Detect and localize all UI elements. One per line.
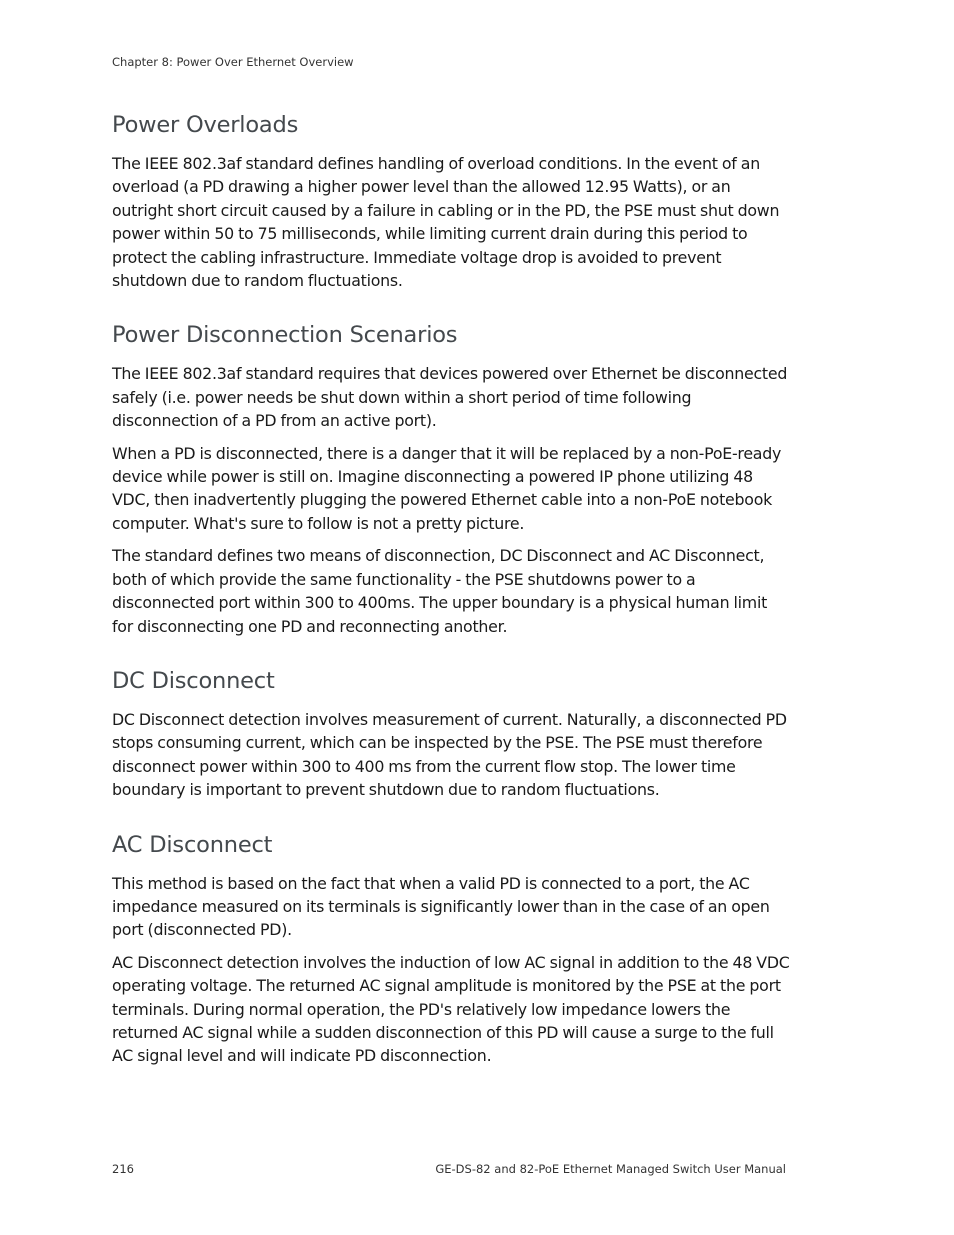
body-paragraph: The standard defines two means of disconnection, DC Disconnect and AC Disconnect, both of which provide the same functionality - the PSE shutdowns power to a disconnected port within 300 to 400ms. The upper boundary is a physical human limit for disconnecting one PD and reconnecting another. bbox=[112, 546, 768, 636]
section-power-overloads bbox=[112, 108, 792, 292]
section-heading: DC Disconnect bbox=[112, 667, 275, 694]
body-paragraph: The IEEE 802.3af standard requires that devices powered over Ethernet be disconnected safely (i.e. power needs be shut down within a short period of time following disconnection of a PD from an active port). bbox=[112, 364, 788, 431]
document-body bbox=[112, 108, 792, 1094]
body-paragraph: The IEEE 802.3af standard defines handling of overload conditions. In the event of an overload (a PD drawing a higher power level than the allowed 12.95 Watts), or an outright short circuit caused by a failure in cabling or in the PD, the PSE must shut down power within 50 to 75 milliseconds, while limiting current drain during this period to protect the cabling infrastructure. Immediate voltage drop is avoided to prevent shutdown due to random fluctuations. bbox=[112, 154, 780, 291]
section-ac-disconnect bbox=[112, 828, 792, 1068]
section-power-disconnection-scenarios bbox=[112, 318, 792, 637]
running-header: Chapter 8: Power Over Ethernet Overview bbox=[112, 55, 354, 69]
body-paragraph: AC Disconnect detection involves the induction of low AC signal in addition to the 48 VDC operating voltage. The returned AC signal amplitude is monitored by the PSE at the port terminals. During normal operation, the PD's relatively low impedance lowers the returned AC signal while a sudden disconnection of this PD will cause a surge to the full AC signal level and will indicate PD disconnection. bbox=[112, 952, 790, 1066]
body-paragraph: This method is based on the fact that when a valid PD is connected to a port, the AC impedance measured on its terminals is significantly lower than in the case of an open port (disconnected PD). bbox=[112, 873, 770, 940]
section-heading: Power Disconnection Scenarios bbox=[112, 322, 458, 349]
section-heading: Power Overloads bbox=[112, 112, 299, 138]
section-dc-disconnect bbox=[112, 664, 792, 802]
page-number: 216 bbox=[112, 1162, 134, 1176]
manual-title: GE-DS-82 and 82-PoE Ethernet Managed Switch User Manual bbox=[435, 1162, 786, 1176]
section-heading: AC Disconnect bbox=[112, 831, 273, 858]
body-paragraph: DC Disconnect detection involves measurement of current. Naturally, a disconnected PD stops consuming current, which can be inspected by the PSE. The PSE must therefore disconnect power within 300 to 400 ms from the current flow stop. The lower time boundary is important to prevent shutdown due to random fluctuations. bbox=[112, 709, 787, 800]
body-paragraph: When a PD is disconnected, there is a danger that it will be replaced by a non-PoE-ready device while power is still on. Imagine disconnecting a powered IP phone utilizing 48 VDC, then inadvertently plugging the powered Ethernet cable into a non-PoE notebook computer. What's sure to follow is not a pretty picture. bbox=[112, 443, 782, 533]
